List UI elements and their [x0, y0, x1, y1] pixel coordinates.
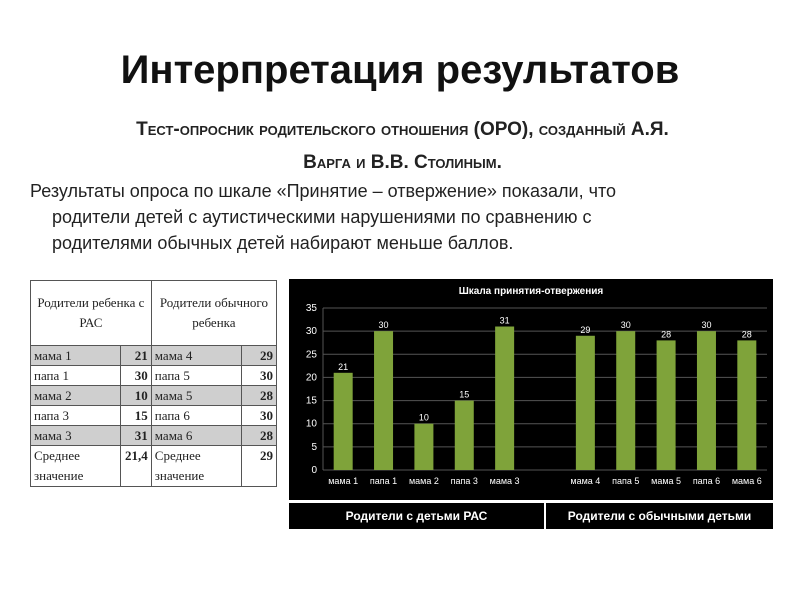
x-tick-label: папа 3 [450, 476, 478, 486]
row-label-asd: мама 1 [31, 346, 121, 366]
table-header-row [31, 281, 277, 346]
data-label: 30 [620, 320, 631, 331]
data-label: 21 [338, 361, 349, 372]
y-tick-label: 30 [305, 326, 317, 338]
y-tick-label: 15 [305, 395, 317, 407]
paragraph-line: Результаты опроса по шкале «Принятие – отвержение» показали, что [30, 181, 617, 201]
bar [495, 327, 514, 470]
slide-title: Интерпретация результатов [120, 48, 680, 92]
x-tick-label: мама 1 [328, 476, 359, 486]
bar [697, 331, 716, 470]
row-label-typical: мама 5 [151, 386, 241, 406]
table-row [31, 366, 277, 386]
table-average-row [31, 446, 277, 487]
chart-title: Шкала принятия-отвержения [458, 286, 604, 297]
data-label: 30 [701, 320, 712, 331]
group-legend-bar [289, 503, 773, 529]
row-label-typical: мама 4 [151, 346, 241, 366]
x-tick-label: папа 6 [692, 476, 721, 486]
avg-value-asd: 21,4 [121, 446, 152, 487]
avg-label-asd: Среднее значение [31, 446, 121, 487]
bar [455, 401, 474, 470]
results-table [30, 280, 277, 487]
row-label-typical: мама 6 [151, 426, 241, 446]
subtitle-line-1: Тест-опросник родительского отношения (ОРО), созданный А.Я. [136, 119, 669, 140]
table-row [31, 386, 277, 406]
header-asd-parents: Родители ребенка с РАС [31, 281, 152, 346]
row-value-asd: 30 [121, 366, 152, 386]
group-label-asd: Родители с детьми РАС [345, 509, 488, 523]
data-label: 15 [459, 389, 470, 400]
y-tick-label: 0 [311, 465, 317, 476]
data-label: 31 [499, 315, 510, 326]
row-value-asd: 21 [121, 346, 152, 366]
table-row [31, 426, 277, 446]
data-label: 10 [418, 412, 429, 423]
row-value-asd: 10 [121, 386, 152, 406]
avg-label-typical: Среднее значение [151, 446, 241, 487]
slide-subtitle [20, 113, 785, 179]
row-label-asd: папа 1 [31, 366, 121, 386]
bar [414, 424, 433, 470]
data-label: 29 [580, 324, 591, 335]
row-label-asd: папа 3 [31, 406, 121, 426]
x-tick-label: папа 1 [369, 476, 398, 486]
row-value-typical: 28 [242, 426, 277, 446]
x-tick-label: папа 5 [612, 476, 640, 486]
y-tick-label: 25 [305, 349, 317, 361]
table-row [31, 406, 277, 426]
data-label: 28 [661, 329, 672, 340]
row-value-typical: 30 [242, 366, 277, 386]
header-typical-parents: Родители обычного ребенка [151, 281, 276, 346]
x-tick-label: мама 2 [408, 476, 439, 486]
paragraph-line: родители детей с аутистическими нарушениями по сравнению с [52, 207, 592, 227]
bar [576, 336, 595, 470]
row-value-asd: 15 [121, 406, 152, 426]
x-tick-label: мама 6 [731, 476, 762, 486]
bar [374, 331, 393, 470]
table-row [31, 346, 277, 366]
row-value-typical: 29 [242, 346, 277, 366]
x-tick-label: мама 5 [651, 476, 682, 486]
subtitle-line-2: Варга и В.В. Столиным. [303, 152, 502, 173]
chart-svg [289, 279, 773, 500]
data-label: 30 [378, 320, 389, 331]
row-label-typical: папа 6 [151, 406, 241, 426]
row-label-asd: мама 2 [31, 386, 121, 406]
bar [616, 331, 635, 470]
row-label-asd: мама 3 [31, 426, 121, 446]
y-tick-label: 5 [311, 441, 317, 453]
y-tick-label: 10 [305, 418, 317, 430]
paragraph-line: родителями обычных детей набирают меньше баллов. [52, 233, 514, 253]
bar [737, 340, 756, 470]
bar [334, 373, 353, 470]
data-label: 28 [741, 329, 752, 340]
y-tick-label: 20 [305, 372, 317, 384]
results-paragraph [30, 178, 780, 256]
row-value-typical: 28 [242, 386, 277, 406]
row-value-typical: 30 [242, 406, 277, 426]
row-label-typical: папа 5 [151, 366, 241, 386]
x-tick-label: мама 4 [570, 476, 601, 486]
bar [657, 340, 676, 470]
x-tick-label: мама 3 [489, 476, 520, 486]
avg-value-typical: 29 [242, 446, 277, 487]
acceptance-rejection-chart [289, 279, 773, 500]
group-label-typical: Родители с обычными детьми [567, 509, 752, 523]
row-value-asd: 31 [121, 426, 152, 446]
y-tick-label: 35 [305, 303, 317, 314]
